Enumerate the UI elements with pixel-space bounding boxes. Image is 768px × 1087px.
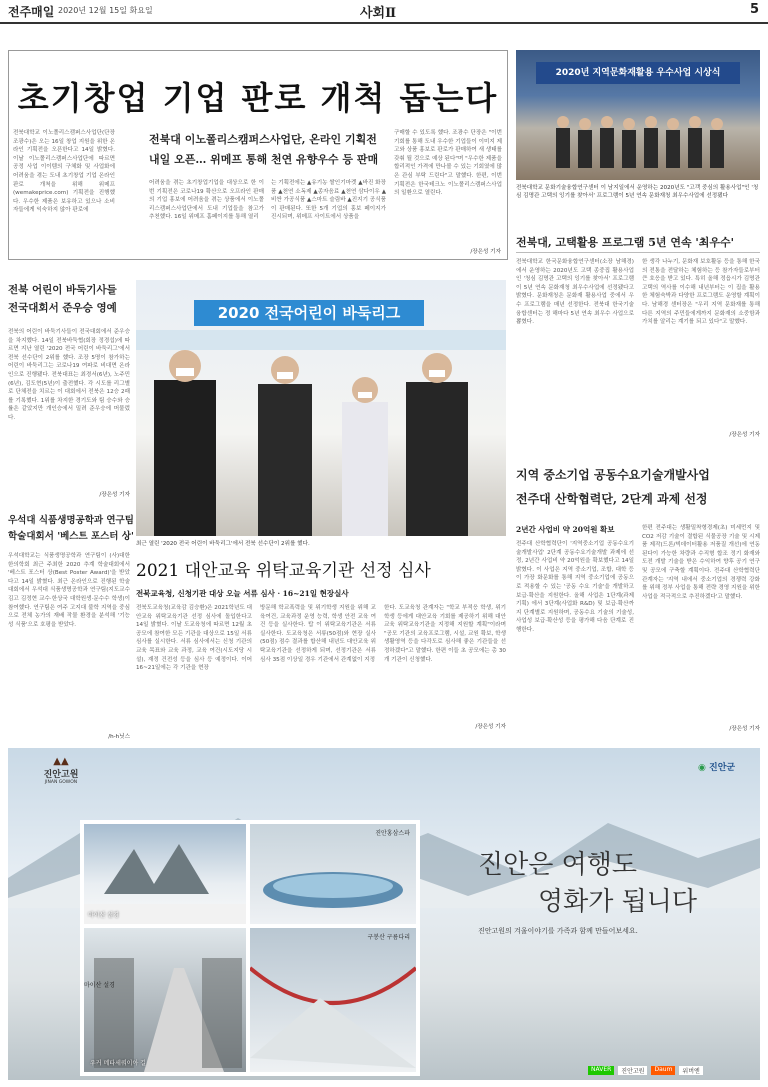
issue-date: 2020년 12월 15일 화요일 — [58, 6, 153, 15]
food-byline: /h-h닛스 — [108, 734, 130, 740]
ad-photo-4-label: 구봉산 구름다리 — [367, 934, 410, 941]
ad-logo-right-text: 진안군 — [709, 763, 736, 773]
paper-name: 전주매일 — [8, 5, 55, 19]
award-col2: 한 생각 나누기, 문화재 보호활동 등을 통해 한국의 전통을 전달하는 체험하는 등 참가자들로부터 큰 호응을 받고 있다. 특히 올해 정읍시가 김명관 고택의 역사를 이수해 내년부터는 이 집을 활용한 체험숙박과 다양한 프로그램도 운영할 계획이다. 남해경 센터장은 "우리 지역 문화재를 통해 다른 지역의 주민들에게까지 문화재의 소중함과 가치를 알리는 계기를 되고 있다"고 말했다. — [642, 259, 760, 326]
ad-photo-2 — [250, 824, 416, 924]
baduk-headline-1: 전북 어린이 바둑기사들 — [8, 284, 117, 296]
ad-photo-collage — [80, 820, 420, 1076]
food-headline-2: 학술대회서 '베스트 포스터 상' — [8, 531, 134, 542]
tech-headline-1: 지역 중소기업 공동수요기술개발사업 — [516, 468, 710, 482]
ad-slogan-line1: 진안은 여행도 — [478, 850, 637, 880]
ad-logo-left-text: 진안고원 — [43, 770, 79, 780]
ad-photo-4 — [250, 928, 416, 1072]
tech-col2: 한편 전주대는 생활밀착형경제(초) 미세먼지 및 CO2 저감 기술이 결합된 식물공장 기술 및 시제품 제작(드론/빅데이터활용 저품질 개선)에 연동된다이 가능한 차량과 수직형 합조 정기 화재와 도전 개발 기술을 받은 수익하여 향후 공기 연구 및 공모에 구축할 계획이다. 전주대 산학협력단 관계자는 '지역 내에서 중소기업의 경쟁력 강화를 위해 정부 사업을 통해 전략 경영 지원을 위한 사업을 적극적으로 추진하겠다'고 말했다. — [642, 525, 760, 600]
ad-photo-3-road — [84, 928, 246, 1072]
tech-col1: 전주대 산학협력단이 '지역중소기업 공동수요기술개발사업' 2단계 공동수요기술개발 과제에 선정, 2년간 사업비 약 20억원을 확보했다고 14일 밝혔다. 이 사업은 지역 중소기업, 조합, 대학 등이 가장 화문화를 통해 지역 중소기업에 공동으로 적용할 수 있는 '공동 수요 기술'을 개발하고 보급·확산을 지원한다. 올해 사업은 1단계(과제기획) 에서 3단계(사업화 R&D) 및 보급·확산까지 단계별로 지원하며, 공동수요 기술의 기술성, 사업성 보급·확산성 등을 평가해 다음 단계로 진행한다. — [516, 541, 634, 633]
award-rule — [516, 252, 760, 253]
award-col1: 전북대학교 한국문화융합연구센터(소장 남해경)에서 운영하는 2020년도 고택 종중집 활용사업인 '청심 김명관 고택의 잉기를 찾아서' 프로그램이 5년 연속 문화재청 최우수사업에 선정됐다고 밝혔다. 문화재청은 문화재 활용사업 중에서 우수 프로그램을 매년 선정한다. 전북대 한국기술융합센터는 정 해마다 5년 연속 최우수 사업으로 뽑혔다. — [516, 259, 634, 326]
jinan-ad[interactable] — [8, 748, 760, 1080]
edu-headline: 2021 대안교육 위탁교육기관 선정 심사 — [136, 561, 431, 581]
ad-search-tags — [588, 1066, 758, 1075]
ad-photo-1-label: 마이산 설경 — [88, 912, 119, 919]
story-startup-sub1: 전북대 이노폴리스캠퍼스사업단, 온라인 기획전 — [149, 133, 377, 146]
edu-col3: 한다. 도교육청 관계자는 "학교 부적응 학생, 위기학생 등에게 대안교육 기회를 제공하기 위해 대안교육 위탁교육기관을 지정해 지원할 계획"이라며 "공모 기관의 교육프로그램, 시설, 교원 확보, 학생 생활영역 등을 다각도로 심사해 좋은 기관들을 선정하겠다"고 말했다. 한편 이들 초 공모에는 총 30개 기관이 신청했다. — [384, 605, 506, 663]
baduk-caption: 최근 열린 '2020 전국 어린이 바둑리그'에서 전북 선수단이 2위를 했다. — [136, 541, 310, 547]
ad-photo-4-bridge — [250, 928, 416, 1072]
ad-photo-5-label: 마이산 설경 — [84, 982, 115, 989]
story-startup — [8, 50, 508, 260]
baduk-people-figures — [136, 340, 506, 536]
award-ceremony-photo — [516, 50, 760, 180]
ad-photo-1 — [84, 824, 246, 924]
page-number: 5 — [750, 2, 760, 17]
ad-tag-jinan[interactable]: 진안고원 — [618, 1066, 647, 1075]
ad-photo-3-label: 우커 메타세쿼이아 길 — [90, 1060, 146, 1067]
tech-headline-2: 전주대 산학협력단, 2단계 과제 선정 — [516, 492, 708, 506]
story-startup-col2: 어려움을 겪는 초기창업기업을 대상으로 한 이번 기획전은 코로나19 확산으로 오프라인 판매의 기업 홍보에 어려움을 겪는 상품에서 이노폴리스캠퍼스사업단에서 도내 기업들을 참고가 추천했다. 16일 위메프 홈페이지를 통해 열리 — [149, 180, 264, 221]
edu-col2: 방문해 학교폭력을 및 위기학생 지원을 위해 교육여건, 교육과정 운영 능력, 학생 안전 교육 여건 등을 실사한다. 탑 이 위탁교육기관은 서류 실사한다. 도교육청은 서류(50점)와 현장 실사(50점) 점수 결과를 합산해 내년도 대안교육 위탁교육기관을 선정하게 되며, 선정기관은 서류심사 35점 이상일 경우 기관에서 관계없이 지정 — [260, 605, 376, 663]
award-banner: 2020년 지역문화재활용 우수사업 시상식 — [536, 62, 740, 84]
award-caption: 전북대학교 문화기술융합연구센터 이 남지일에서 운영하는 2020년도 "고객 중심의 활용사업"인 '청심 김명관 고택의 잉기를 찾아서' 프로그램이 5년 연속 문화재청 최우수사업에 선정됐다 — [516, 185, 759, 199]
ad-tag-search[interactable]: 위버엔 — [679, 1066, 702, 1075]
edu-col1: 전북도교육청(교육감 김승환)은 2021학년도 대안교육 위탁교육기관 선정 심사에 돌입한다고 14일 밝혔다. 이날 도교육청에 따르면 12월 초 공모에 참여한 모든 기관을 대상으로 15일 서류심사를 실시한다. 서류 심사에서는 신청 기관의 교육 목표와 교육 과정, 교육 여건(시도지당 시설), 재정 건전성 등을 심사 등 예정이다. 이어 16~21일에는 각 기관을 현장 — [136, 605, 252, 672]
edu-sub: 전북교육청, 신청기관 대상 오늘 서류 심사 · 16~21일 현장실사 — [136, 589, 349, 598]
ad-logo-right-icon: ◉ — [698, 763, 706, 773]
ad-photo-1-peaks — [84, 824, 246, 924]
ad-photo-2-spa — [250, 824, 416, 924]
baduk-headline-2: 전국대회서 준우승 영예 — [8, 302, 117, 314]
ad-tagline: 진안고원의 겨울이야기를 가족과 함께 만들어보세요. — [478, 927, 638, 935]
ad-slogan — [478, 844, 738, 936]
ad-logo-left-sub: JINAN GOWON — [44, 780, 78, 785]
ad-logo-right — [698, 760, 735, 773]
edu-byline: /장은성 기자 — [475, 724, 506, 730]
story-startup-col1: 전북대학교 이노폴리스캠퍼스사업단(단장 조광수)은 오는 16일 창업 지원을 위한 온라인 기획전을 오픈한다고 14일 밝혔다. 이날 이노폴리스캠퍼스사업단에 따르면 공정 사업 이이템의 구체화 및 사업화에 어려움을 겪는 도내 초기창업 기업 온라인 판로 개척을 위해 위메프(wemakeprice.com) 기획전을 진행했다. 우수한 제품은 보유하고 있으나 소비자들에게 익숙하지 않아 판로에 — [13, 130, 115, 214]
ad-logo-left — [26, 756, 96, 785]
baduk-body: 전북의 어린이 바둑기사들이 전국대회에서 준우승을 차지했다. 14일 전북바둑협(회장 정경섭)에 따르면 지난 열린 '2020 전국 어린이 바둑리그'에서 전북 선수단이 2위를 했다. 조장 5명이 참가하는 어린이 바둑리그는 코로나19 여파로 비대면 온라인으로 진행됐다. 전북대표는 최경서(6년), 노주민(6년), 김도현(5년)이 출전했다. 각 시도를 리그별로 단체전을 치르는 이 대회에서 전북은 12승 2패를 기록했다. 1위를 차지한 경기도와 팀 승수와 승률은 같았지만 개인승에서 밀려 준우승에 머물렀다. — [8, 329, 130, 421]
baduk-photo — [136, 280, 506, 536]
masthead — [0, 0, 768, 24]
food-body: 우석대학교는 식품생명공학과 연구팀이 (사)대한한의학회 최근 주최한 2020 추계 학술대회에서 '베스트 포스터 상(Best Poster Award)'을 받았다고 14일 밝혔다. 최근 온라인으로 진행된 학술대회에서 우석대 식품생명공학과 연구팀(지도교수 김고 김정현 교수·한상국 대학원생·문수수 학생)이 참여했다. 연구팀은 여주 고지대 불학 지역을 중심으로 전체 농가의 재배 작물 환경을 분석해 '기능성 식품'으로 호평을 받았다. — [8, 553, 130, 628]
award-byline: /장은성 기자 — [729, 432, 760, 438]
ad-photo-3 — [84, 928, 246, 1072]
story-startup-headline: 초기창업 기업 판로 개척 돕는다 — [17, 79, 499, 117]
tech-byline: /장은성 기자 — [729, 726, 760, 732]
section-name: 사회Ⅱ — [360, 6, 397, 21]
baduk-byline: /장은성 기자 — [99, 492, 130, 498]
ad-logo-left-mark: ▲▲ — [53, 756, 69, 767]
tech-sub: 2년간 사업비 약 20억원 확보 — [516, 525, 615, 534]
baduk-banner: 2020 전국어린이 바둑리그 — [194, 300, 424, 326]
food-headline-1: 우석대 식품생명공학과 연구팀 — [8, 515, 134, 526]
award-people-figures — [516, 110, 760, 180]
ad-tag-daum[interactable]: Daum — [651, 1066, 675, 1075]
story-startup-byline: /장은성 기자 — [470, 249, 501, 255]
ad-photo-2-label: 진안홍삼스파 — [375, 830, 410, 837]
story-startup-col4: 구매할 수 있도록 했다. 조광수 단장은 "이번 기회를 통해 도내 우수한 기업들이 이미지 제고와 상품 홍보로 판로가 판매하여 새 생태를 갖춰 될 것으로 예상 된다"며 "우수한 제품을 합리적인 가격에 만나볼 수 있는 기회였에 많은 관심 부탁 드린다"고 말했다. 한편, 이번 기획전은 한국테크노 이노폴리스캠퍼스사업의 일환으로 열린다. — [394, 130, 502, 197]
story-startup-col3: 는 기획전에는 ▲유기농 쌀인기마켓 ▲바진 화장품 ▲천연 소독제 ▲종자음료 ▲천연 삼다이우 ▲비싼 가공식품 ▲스마트 슬림바 ▲진지기 공식품이 판매된다. 또한 5개 기업의 홍보 페이지가 진시되며, 위메프 사이트에서 상품을 — [271, 180, 386, 221]
award-headline: 전북대, 고택활용 프로그램 5년 연속 '최우수' — [516, 236, 735, 249]
ad-slogan-line2: 영화가 됩니다 — [538, 887, 697, 917]
story-startup-sub2: 내일 오픈… 위메프 통해 천연 유향우수 등 판매 — [149, 153, 379, 166]
ad-tag-naver[interactable]: NAVER — [588, 1066, 614, 1075]
